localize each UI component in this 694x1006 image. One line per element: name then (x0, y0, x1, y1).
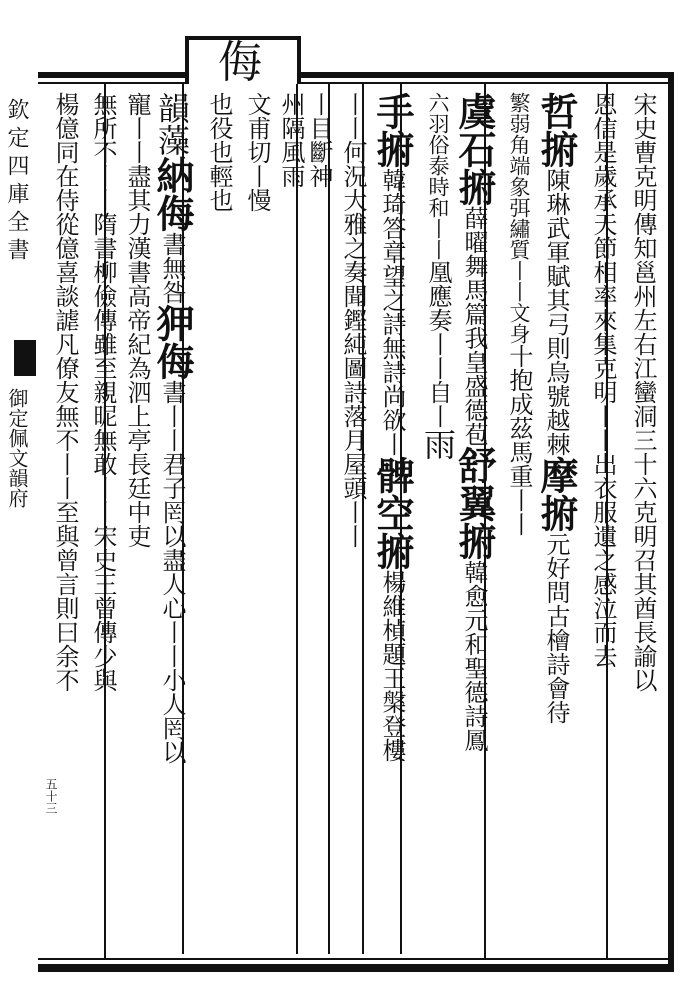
frame-bottom-border (38, 964, 674, 972)
text-column (118, 92, 154, 952)
text-run: 州隔風雨 (277, 92, 305, 188)
headword: 捬 (370, 532, 415, 570)
text-run: 無所不丨丨隋書柳儉傳雖至親昵無敢丨丨宋史王曾傳少與 (89, 92, 117, 692)
headword: 捬 (534, 494, 579, 532)
text-run: 韓愈元和聖德詩鳳 (460, 560, 488, 752)
text-column (200, 92, 236, 952)
text-run: 元好問古檜詩會待 (542, 532, 570, 724)
frame-bottom-inner-border (38, 958, 674, 960)
headword: 虞 (452, 92, 497, 130)
section-title: 御定佩文韻府 (5, 388, 29, 508)
text-column (534, 92, 579, 952)
text-column (150, 92, 195, 952)
text-column (334, 92, 370, 952)
text-column (420, 92, 456, 952)
text-run: 圖詩落月屋頭丨丨 (339, 356, 367, 548)
headword: 藻 (153, 124, 191, 156)
text-column (272, 92, 308, 952)
text-run: 書無咎 (158, 232, 186, 304)
text-run: 丨目斷神 (305, 92, 333, 188)
text-run: 韓琦答章望之詩無詩尚欲丨 (378, 168, 406, 456)
folio-number: 五十三 (44, 778, 58, 814)
fishtail-mark (14, 340, 36, 376)
headword: 納 (150, 156, 195, 194)
frame-top-border (38, 72, 674, 78)
headword: 手 (370, 92, 415, 130)
headword: 侮 (150, 194, 195, 232)
headword: 狎 (150, 304, 195, 342)
headword: 捬 (452, 522, 497, 560)
headword: 翼 (452, 484, 497, 522)
frame-top-inner-border (38, 82, 674, 84)
text-run: 也役也輕也 (205, 92, 233, 212)
headword: 捬 (370, 130, 415, 168)
text-column (46, 92, 82, 952)
running-title: 欽定四庫全書 (4, 98, 29, 266)
headword: 髀 (370, 456, 415, 494)
frame-right-border (668, 72, 674, 972)
headword: 石 (452, 130, 497, 168)
headword: 哲 (534, 92, 579, 130)
headword: 侮 (150, 342, 195, 380)
text-run: 凰應奏丨丨自丨 (424, 260, 452, 428)
text-run: 繁弱角端象弭繡質丨丨文身 (507, 92, 531, 344)
headword: 捬 (534, 130, 579, 168)
text-run: 薛曜舞馬篇我皇盛德苞 (460, 206, 488, 446)
text-column (500, 92, 536, 952)
headword: 捬 (452, 168, 497, 206)
text-column (624, 92, 660, 952)
text-column (84, 92, 120, 952)
headword: 空 (370, 494, 415, 532)
text-run: 宋史曹克明傳知邕州左右江蠻洞三十六克明召其酋長諭以 (629, 92, 657, 692)
text-run: 六羽俗泰時和丨丨 (426, 92, 450, 260)
text-run: 文甫切丨慢 (243, 92, 271, 212)
rhyme-heading: 侮 (218, 37, 262, 88)
text-column (452, 92, 497, 952)
text-run: 盡其力漢書高帝紀為泗上亭長廷中吏 (123, 164, 151, 548)
headword: 舒 (452, 446, 497, 484)
text-run: 寵丨丨 (123, 92, 151, 164)
text-column (370, 92, 415, 952)
text-run: 十抱成茲馬重丨丨 (505, 344, 533, 536)
text-run: 陳琳武軍賦其弓則烏號越棘 (542, 168, 570, 456)
text-run: 楊億同在侍從億喜談謔凡僚友無不丨丨至與曾言則曰余不 (51, 92, 79, 692)
text-run: 楊維楨題王槃登樓 (378, 570, 406, 762)
text-run: 丨丨何況大雅之奏聞鏗純 (339, 92, 367, 356)
text-column (584, 92, 620, 952)
headword: 韻 (153, 92, 191, 124)
text-run: 恩信是歲承天節相率來集克明丨丨出衣服遺之感泣而去 (589, 92, 617, 668)
headword: 雨 (419, 428, 457, 460)
text-column (238, 92, 274, 952)
text-run: 書丨丨君子罔以盡人心丨丨小人罔以 (158, 380, 186, 764)
headword: 摩 (534, 456, 579, 494)
